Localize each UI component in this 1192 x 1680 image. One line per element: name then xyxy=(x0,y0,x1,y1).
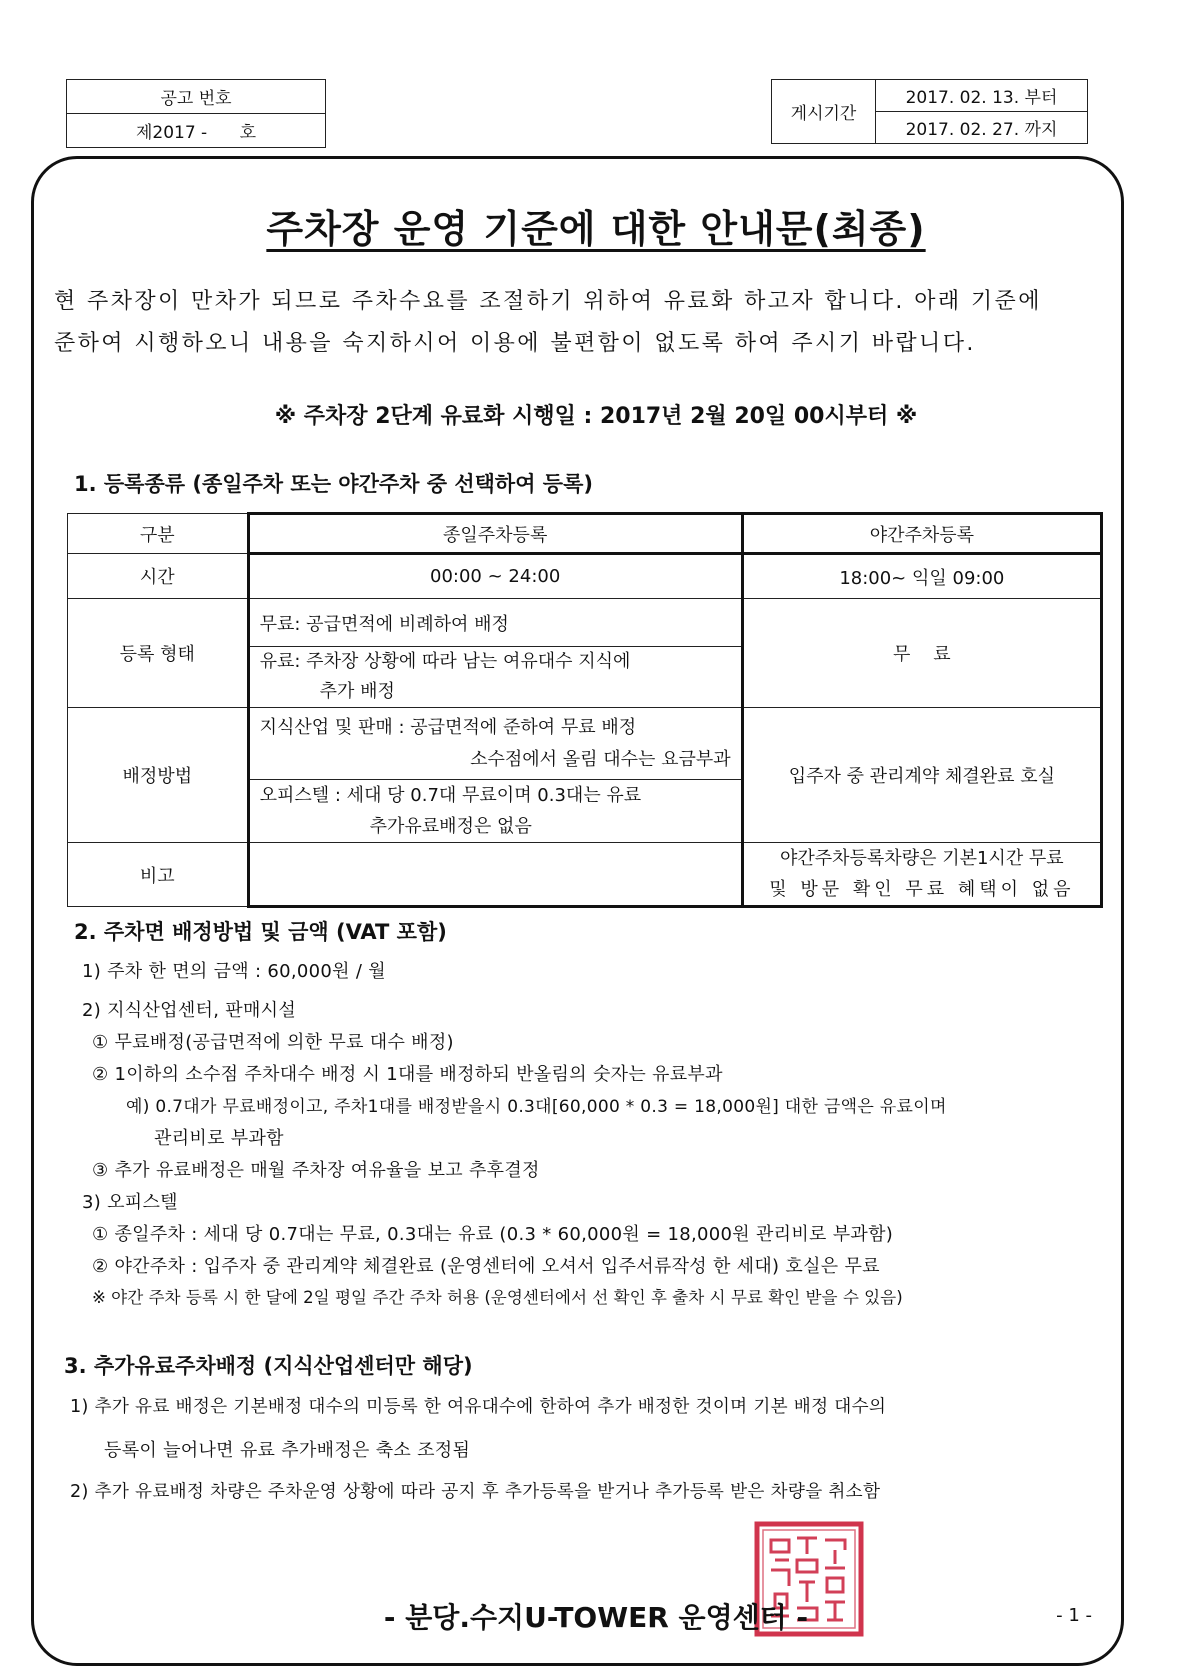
posting-period-box xyxy=(771,79,1088,144)
reg-type-day-paid-line2: 추가 배정 xyxy=(319,681,395,702)
section2-line: ① 무료배정(공급면적에 의한 무료 대수 배정) xyxy=(92,1032,454,1053)
time-day: 00:00 ~ 24:00 xyxy=(248,554,742,599)
notice-number-label: 공고 번호 xyxy=(67,80,326,114)
posting-period-label: 게시기간 xyxy=(772,80,876,144)
notice-number-value: 제2017 - 호 xyxy=(67,114,326,148)
section3-line: 2) 추가 유료배정 차량은 주차운영 상황에 따라 공지 후 추가등록을 받거나 추가등록 받은 차량을 취소함 xyxy=(70,1482,881,1502)
alloc-day-officetel-line2: 추가유료배정은 없음 xyxy=(369,816,532,837)
alloc-day-knowledge-line2: 소수점에서 올림 대수는 요금부과 xyxy=(470,748,731,770)
time-night: 18:00~ 익일 09:00 xyxy=(742,554,1101,599)
section3-heading: 3. 추가유료주차배정 (지식산업센터만 해당) xyxy=(64,1354,473,1378)
section1-heading: 1. 등록종류 (종일주차 또는 야간주차 중 선택하여 등록) xyxy=(74,472,593,496)
alloc-day-officetel-line1: 오피스텔 : 세대 당 0.7대 무료이며 0.3대는 유료 xyxy=(259,785,642,806)
alloc-night: 입주자 중 관리계약 체결완료 호실 xyxy=(742,708,1101,843)
section2-line: ① 종일주차 : 세대 당 0.7대는 무료, 0.3대는 유료 (0.3 * 60,000원 = 18,000원 관리비로 부과함) xyxy=(92,1224,894,1245)
header-day-parking: 종일주차등록 xyxy=(248,514,742,554)
page-number: - 1 - xyxy=(1056,1605,1092,1626)
section2-line: 2) 지식산업센터, 판매시설 xyxy=(82,1000,297,1021)
note-night-line2: 및 방문 확인 무료 혜택이 없음 xyxy=(769,879,1075,900)
registration-table xyxy=(67,512,1103,908)
section2-line: ② 야간주차 : 입주자 중 관리계약 체결완료 (운영센터에 오셔서 입주서류작성 한 세대) 호실은 무료 xyxy=(92,1256,880,1277)
header-category: 구분 xyxy=(68,514,249,554)
footer-organization: - 분당.수지U-TOWER 운영센터 - xyxy=(383,1601,809,1634)
section3-line: 등록이 늘어나면 유료 추가배정은 축소 조정됨 xyxy=(104,1440,471,1461)
alloc-label: 배정방법 xyxy=(68,708,249,843)
section2-heading: 2. 주차면 배정방법 및 금액 (VAT 포함) xyxy=(74,920,447,944)
reg-type-label: 등록 형태 xyxy=(68,599,249,708)
section2-line: 예) 0.7대가 무료배정이고, 주차1대를 배정받을시 0.3대[60,000 * 0.3 = 18,000원] 대한 금액은 유료이며 xyxy=(126,1097,947,1117)
section3-line: 1) 추가 유료 배정은 기본배정 대수의 미등록 한 여유대수에 한하여 추가 배정한 것이며 기본 배정 대수의 xyxy=(70,1397,887,1417)
section2-line: 관리비로 부과함 xyxy=(154,1128,284,1149)
notice-number-box xyxy=(66,79,326,148)
reg-type-day-paid xyxy=(248,647,742,708)
section2-line: ② 1이하의 소수점 주차대수 배정 시 1대를 배정하되 반올림의 숫자는 유료부과 xyxy=(92,1064,723,1085)
posting-period-to: 2017. 02. 27. 까지 xyxy=(876,112,1088,144)
intro-line-1: 현 주차장이 만차가 되므로 주차수요를 조절하기 위하여 유료화 하고자 합니다. 아래 기준에 xyxy=(54,289,1042,314)
note-day xyxy=(248,843,742,907)
section2-line: 1) 주차 한 면의 금액 : 60,000원 / 월 xyxy=(82,961,386,982)
alloc-day-knowledge xyxy=(248,708,742,780)
note-label: 비고 xyxy=(68,843,249,907)
section2-line: ③ 추가 유료배정은 매월 주차장 여유율을 보고 추후결정 xyxy=(92,1160,540,1181)
alloc-day-knowledge-line1: 지식산업 및 판매 : 공급면적에 준하여 무료 배정 xyxy=(259,716,637,738)
note-night xyxy=(742,843,1101,907)
alloc-day-officetel xyxy=(248,780,742,843)
effective-date-highlight: ※ 주차장 2단계 유료화 시행일 : 2017년 2월 20일 00시부터 ※ xyxy=(274,404,918,429)
intro-line-2: 준하여 시행하오니 내용을 숙지하시어 이용에 불편함이 없도록 하여 주시기 바랍니다. xyxy=(54,331,976,356)
section2-line: 3) 오피스텔 xyxy=(82,1192,178,1213)
page-title: 주차장 운영 기준에 대한 안내문(최종) xyxy=(266,207,926,251)
header-night-parking: 야간주차등록 xyxy=(742,514,1101,554)
time-label: 시간 xyxy=(68,554,249,599)
reg-type-day-paid-line1: 유료: 주차장 상황에 따라 남는 여유대수 지식에 xyxy=(259,651,631,672)
reg-type-day-free: 무료: 공급면적에 비례하여 배정 xyxy=(248,599,742,647)
reg-type-night: 무 료 xyxy=(742,599,1101,708)
posting-period-from: 2017. 02. 13. 부터 xyxy=(876,80,1088,112)
section2-line: ※ 야간 주차 등록 시 한 달에 2일 평일 주간 주차 허용 (운영센터에서 선 확인 후 출차 시 무료 확인 받을 수 있음) xyxy=(92,1288,903,1307)
note-night-line1: 야간주차등록차량은 기본1시간 무료 xyxy=(779,848,1064,869)
